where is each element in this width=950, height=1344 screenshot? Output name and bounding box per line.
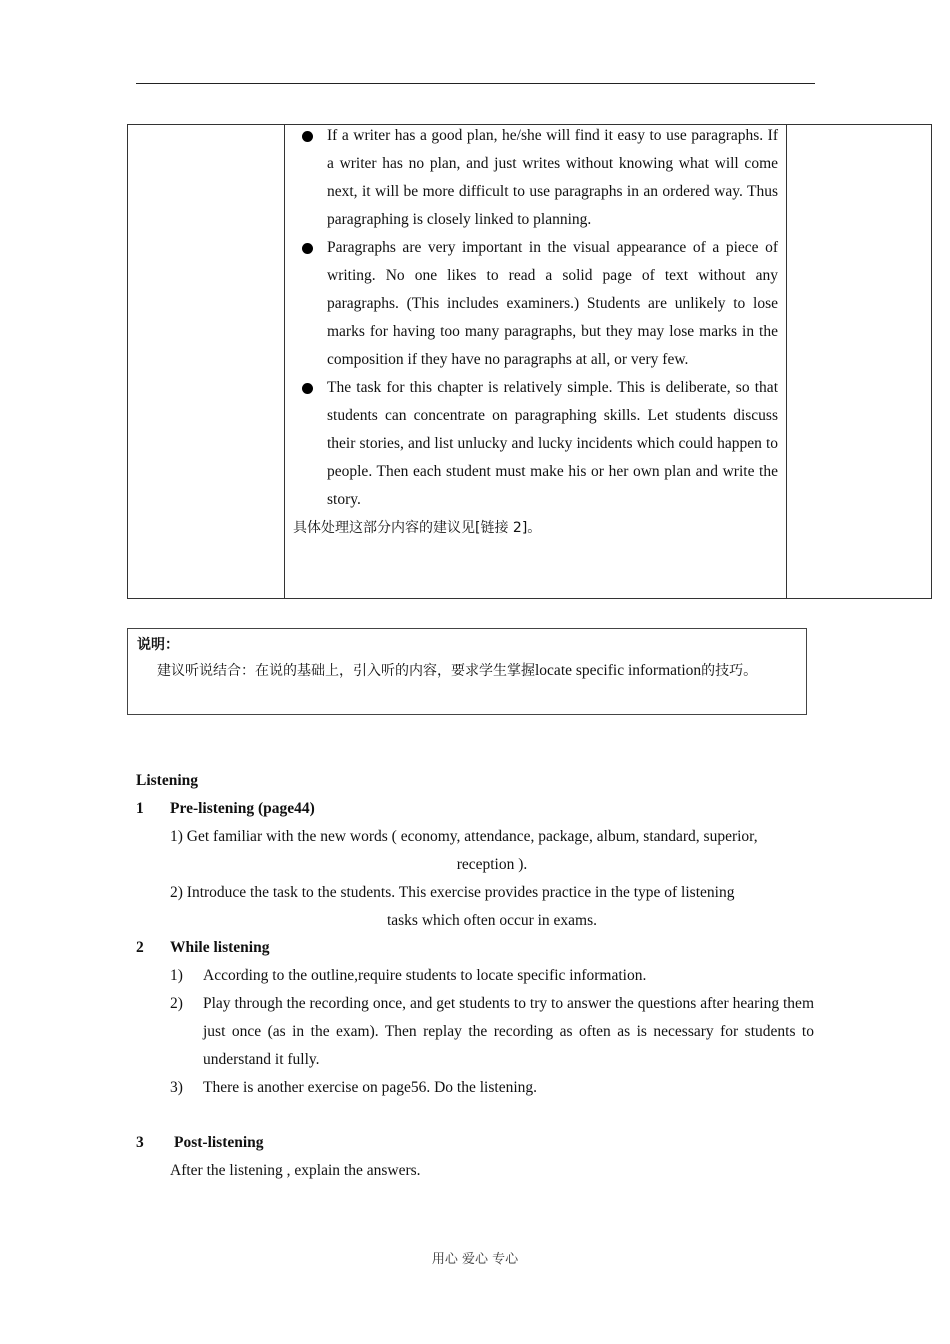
section-number: 2 — [136, 939, 144, 956]
post-listening-heading — [136, 1129, 814, 1157]
bullet-text: The task for this chapter is relatively simple. This is deliberate, so that students can concentrate on paragraphing skills. Let students discuss their stories, and list unlucky and lucky incidents which could happen to people. Then each student must make his or her own plan and write the story. — [327, 379, 778, 508]
pre-listening-heading — [136, 795, 814, 823]
list-item-text: There is another exercise on page56. Do the listening. — [203, 1079, 537, 1096]
list-item-number: 3) — [170, 1079, 183, 1096]
list-item-text: According to the outline,require students to locate specific information. — [203, 967, 647, 984]
list-item-number: 1) — [170, 967, 183, 984]
bullet-dot-icon — [302, 383, 313, 394]
section-title: While listening — [170, 939, 270, 956]
list-item-text: Play through the recording once, and get students to try to answer the questions after hearing them just once (as in the exam). Then replay the recording as often as is necessary for students to understand it fully. — [203, 995, 814, 1068]
table-column-divider — [786, 125, 787, 598]
while-listening-list — [170, 962, 814, 1102]
section-heading-listening: Listening — [136, 772, 199, 789]
lesson-table — [127, 124, 932, 599]
bullet-item — [293, 122, 778, 234]
section-title: Post-listening — [174, 1134, 264, 1151]
bullet-text: If a writer has a good plan, he/she will find it easy to use paragraphs. If a writer has no plan, and just writes without knowing what will come next, it will be more difficult to use paragraphs in an ordered way. Thus paragraphing is closely linked to planning. — [327, 127, 778, 228]
list-item — [170, 962, 814, 990]
explanation-body — [137, 657, 798, 685]
bullet-text: Paragraphs are very important in the visual appearance of a piece of writing. No one likes to read a solid page of text without any paragraphs. (This includes examiners.) Students are unlikely to lose marks for having too many paragraphs, but they may lose marks in the composition if they have no paragraphs at all, or very few. — [327, 239, 778, 368]
pre-listening-item — [170, 823, 814, 879]
bullet-item — [293, 374, 778, 514]
bullet-item — [293, 234, 778, 374]
item-text-continued: reception ). — [456, 856, 528, 873]
explanation-text: 的技巧。 — [701, 663, 758, 679]
explanation-box — [127, 628, 807, 715]
item-text-continued: tasks which often occur in exams. — [386, 912, 598, 929]
page-footer: 用心 爱心 专心 — [431, 1252, 519, 1267]
section-number: 3 — [136, 1134, 144, 1151]
bullet-dot-icon — [302, 131, 313, 142]
item-text: 2) Introduce the task to the students. This exercise provides practice in the type of listening — [170, 884, 735, 901]
header-rule — [136, 83, 815, 84]
section-number: 1 — [136, 800, 144, 817]
explanation-title: 说明： — [137, 637, 179, 653]
explanation-latin: locate specific information — [535, 662, 702, 679]
post-listening-text: After the listening , explain the answers. — [170, 1162, 421, 1179]
table-content-cell — [293, 125, 778, 542]
table-note: 具体处理这部分内容的建议见[链接 2]。 — [293, 520, 542, 536]
section-title: Pre-listening (page44) — [170, 800, 315, 817]
while-listening-heading — [136, 934, 814, 962]
bullet-dot-icon — [302, 243, 313, 254]
list-item — [170, 990, 814, 1074]
pre-listening-item — [170, 879, 814, 935]
list-item-number: 2) — [170, 995, 183, 1012]
explanation-text: 建议听说结合：在说的基础上，引入听的内容，要求学生掌握 — [157, 663, 535, 679]
item-text: 1) Get familiar with the new words ( economy, attendance, package, album, standard, superior, — [170, 828, 758, 845]
list-item — [170, 1074, 814, 1102]
table-column-divider — [284, 125, 285, 598]
